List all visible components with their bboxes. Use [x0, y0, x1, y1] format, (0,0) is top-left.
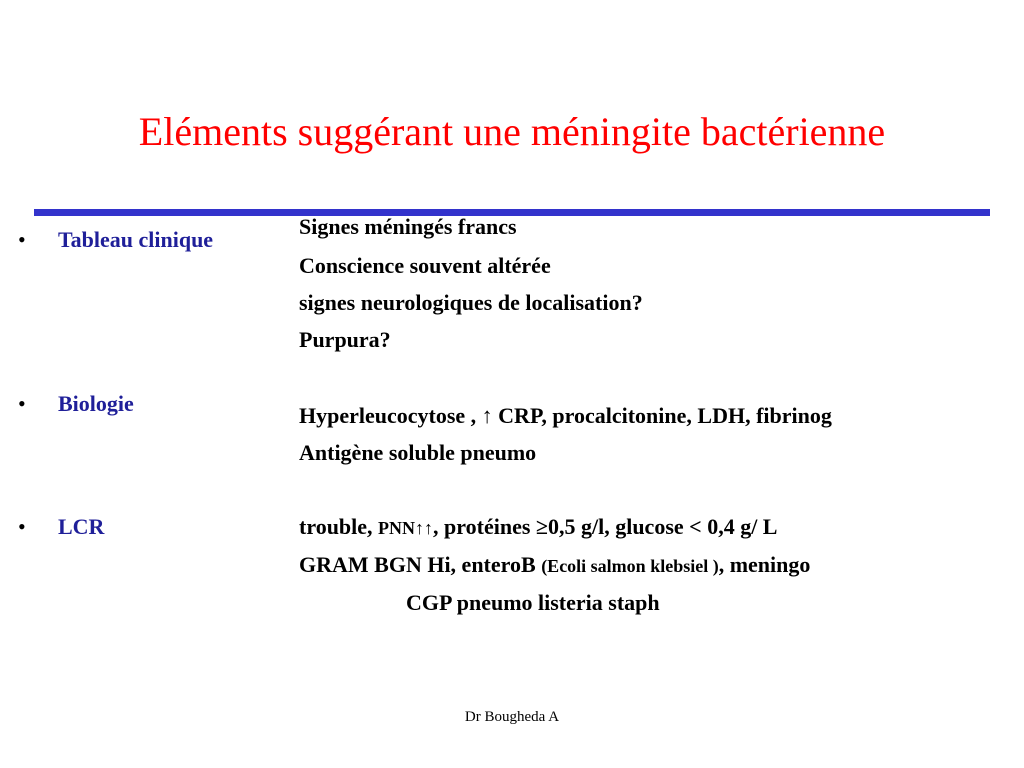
lcr-pnn: PNN↑↑: [378, 518, 434, 538]
bullet-label: Biologie: [58, 391, 134, 416]
biology-text: CRP, procalcitonine, LDH, fibrinog: [492, 403, 832, 428]
bullet-lcr: [18, 514, 104, 540]
bullet-biologie: [18, 391, 134, 417]
clinical-line: Conscience souvent altérée: [299, 253, 551, 278]
bullet-tableau-clinique: [18, 227, 213, 253]
lcr-line: [299, 552, 810, 578]
lcr-text: , protéines ≥0,5 g/l, glucose < 0,4 g/ L: [433, 514, 778, 539]
clinical-line: Purpura?: [299, 327, 391, 352]
clinical-line: Signes méningés francs: [299, 214, 517, 239]
lcr-text: , meningo: [718, 552, 811, 577]
bullet-label: LCR: [58, 514, 105, 539]
bullet-icon: •: [18, 514, 26, 539]
footer-author: [0, 709, 1024, 726]
biology-text: Hyperleucocytose ,: [299, 403, 482, 428]
lcr-organisms: (Ecoli salmon klebsiel ): [541, 556, 719, 576]
clinical-line: signes neurologiques de localisation?: [299, 290, 643, 315]
lcr-text: GRAM BGN Hi, enteroB: [299, 552, 542, 577]
bullet-label: Tableau clinique: [58, 227, 214, 252]
slide-title: Eléments suggérant une méningite bactérienne: [138, 109, 886, 154]
footer-text: Dr Bougheda A: [464, 709, 560, 725]
up-arrow-icon: ↑: [481, 403, 493, 428]
biology-line: [299, 403, 832, 429]
lcr-text: trouble,: [299, 514, 379, 539]
biology-line: Antigène soluble pneumo: [299, 440, 537, 465]
bullet-icon: •: [18, 227, 26, 252]
lcr-line: CGP pneumo listeria staph: [406, 590, 660, 615]
lcr-line: [299, 514, 777, 540]
bullet-icon: •: [18, 391, 26, 416]
